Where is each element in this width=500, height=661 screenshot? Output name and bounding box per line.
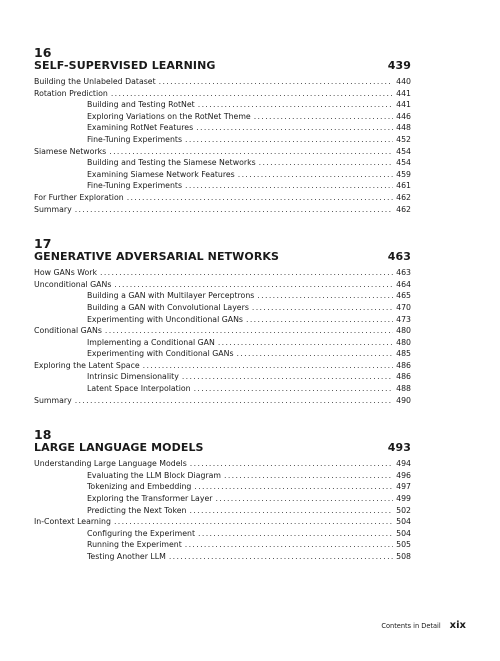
entry-page: 485 (396, 349, 411, 359)
toc-subsection-entry[interactable] (34, 383, 411, 395)
entry-page: 446 (396, 111, 411, 121)
dot-leader (75, 204, 393, 216)
toc-subsection-entry[interactable] (34, 99, 411, 111)
toc-subsection-entry[interactable] (34, 371, 411, 383)
toc-subsection-entry[interactable] (34, 551, 411, 563)
chapter-page: 463 (387, 250, 411, 264)
toc-subsection-entry[interactable] (34, 505, 411, 517)
entry-page: 463 (396, 268, 411, 278)
entry-page: 465 (396, 291, 411, 301)
dot-leader (238, 169, 393, 181)
chapter-page: 493 (387, 441, 411, 455)
entry-title: Evaluating the LLM Block Diagram (87, 470, 222, 480)
toc-subsection-entry[interactable] (34, 180, 411, 192)
chapter-number: 18 (34, 427, 52, 443)
entry-page: 490 (396, 395, 411, 405)
chapter-section (34, 237, 411, 406)
chapter-title: SELF-SUPERVISED LEARNING (34, 59, 216, 72)
entry-page: 462 (396, 192, 411, 202)
dot-leader (190, 505, 394, 517)
entry-title: Examining Siamese Network Features (87, 169, 235, 179)
toc-section-entry[interactable] (34, 146, 411, 158)
dot-leader (224, 470, 393, 482)
dot-leader (190, 458, 393, 470)
toc-section-entry[interactable] (34, 267, 411, 279)
entry-page: 473 (396, 314, 411, 324)
entry-title: In-Context Learning (34, 517, 111, 527)
toc-subsection-entry[interactable] (34, 111, 411, 123)
entry-page: 480 (396, 326, 411, 336)
running-footer-label: Contents in Detail (381, 622, 441, 630)
entry-title: Summary (34, 395, 72, 405)
toc-subsection-entry[interactable] (34, 302, 411, 314)
entry-title: Rotation Prediction (34, 88, 108, 98)
dot-leader (105, 325, 393, 337)
toc-section-entry[interactable] (34, 192, 411, 204)
entry-page: 499 (396, 494, 411, 504)
entry-title: Intrinsic Dimensionality (87, 372, 179, 382)
dot-leader (215, 493, 393, 505)
entry-title: Testing Another LLM (87, 552, 166, 561)
toc-subsection-entry[interactable] (34, 314, 411, 326)
toc-section-entry[interactable] (34, 88, 411, 100)
table-of-contents (34, 46, 411, 585)
entry-page: 496 (396, 470, 411, 480)
dot-leader (259, 157, 393, 169)
entry-title: Building and Testing RotNet (87, 100, 195, 110)
toc-section-entry[interactable] (34, 279, 411, 291)
chapter-title: LARGE LANGUAGE MODELS (34, 441, 204, 455)
entry-title: Fine-Tuning Experiments (87, 181, 183, 191)
dot-leader (196, 122, 393, 134)
page-footer (381, 620, 466, 631)
dot-leader (198, 528, 393, 540)
toc-subsection-entry[interactable] (34, 493, 411, 505)
entry-page: 470 (396, 302, 411, 312)
entry-page: 440 (396, 77, 411, 86)
entry-page: 441 (396, 100, 411, 110)
dot-leader (185, 134, 393, 146)
dot-leader (114, 516, 393, 528)
entry-title: Building a GAN with Convolutional Layers (87, 302, 249, 312)
dot-leader (185, 180, 393, 192)
dot-leader (109, 146, 393, 158)
entry-page: 497 (396, 482, 411, 492)
dot-leader (111, 88, 393, 100)
page-number: xix (449, 620, 466, 631)
toc-subsection-entry[interactable] (34, 337, 411, 349)
entry-page: 508 (396, 552, 411, 561)
toc-section-entry[interactable] (34, 76, 411, 88)
toc-subsection-entry[interactable] (34, 528, 411, 540)
toc-section-entry[interactable] (34, 458, 411, 470)
chapter-heading[interactable] (34, 59, 411, 73)
dot-leader (143, 360, 393, 372)
entry-page: 504 (396, 517, 411, 527)
entry-page: 494 (396, 459, 411, 469)
entry-title: Fine-Tuning Experiments (87, 134, 183, 144)
dot-leader (194, 383, 394, 395)
toc-section-entry[interactable] (34, 204, 411, 216)
entry-page: 502 (396, 505, 411, 515)
entry-title: Exploring the Latent Space (34, 360, 140, 370)
dot-leader (218, 337, 393, 349)
dot-leader (182, 371, 393, 383)
entry-title: Experimenting with Unconditional GANs (87, 314, 243, 324)
dot-leader (169, 551, 393, 563)
entry-page: 486 (396, 372, 411, 382)
entry-title: Understanding Large Language Models (34, 459, 187, 469)
entry-page: 464 (396, 279, 411, 289)
toc-subsection-entry[interactable] (34, 481, 411, 493)
toc-subsection-entry[interactable] (34, 134, 411, 146)
entry-page: 441 (396, 88, 411, 98)
entry-page: 461 (396, 181, 411, 191)
toc-subsection-entry[interactable] (34, 539, 411, 551)
entry-title: Summary (34, 204, 72, 214)
toc-section-entry[interactable] (34, 395, 411, 407)
entry-page: 505 (396, 540, 411, 550)
entry-title: Latent Space Interpolation (87, 384, 191, 394)
entry-title: Siamese Networks (34, 146, 107, 156)
entry-title: Exploring Variations on the RotNet Theme (87, 111, 251, 121)
toc-subsection-entry[interactable] (34, 157, 411, 169)
entry-title: Exploring the Transformer Layer (87, 494, 213, 504)
toc-subsection-entry[interactable] (34, 169, 411, 181)
entry-title: Implementing a Conditional GAN (87, 337, 215, 347)
entry-page: 459 (396, 169, 411, 179)
dot-leader (159, 76, 393, 88)
dot-leader (194, 481, 393, 493)
entry-title: Building the Unlabeled Dataset (34, 77, 156, 86)
dot-leader (257, 290, 393, 302)
entry-title: Tokenizing and Embedding (87, 482, 192, 492)
entry-page: 480 (396, 337, 411, 347)
entry-title: Examining RotNet Features (87, 123, 194, 133)
chapter-title: GENERATIVE ADVERSARIAL NETWORKS (34, 250, 280, 264)
dot-leader (237, 348, 394, 360)
toc-section-entry[interactable] (34, 360, 411, 372)
entry-title: Experimenting with Conditional GANs (87, 349, 234, 359)
entry-title: Building and Testing the Siamese Networks (87, 158, 256, 168)
entry-title: Conditional GANs (34, 326, 102, 336)
toc-subsection-entry[interactable] (34, 470, 411, 482)
dot-leader (100, 267, 393, 279)
chapter-section (34, 428, 411, 562)
dot-leader (254, 111, 393, 123)
toc-subsection-entry[interactable] (34, 290, 411, 302)
entry-page: 452 (396, 134, 411, 144)
dot-leader (252, 302, 393, 314)
chapter-section (34, 46, 411, 215)
entry-page: 454 (396, 158, 411, 168)
entry-title: Running the Experiment (87, 540, 182, 550)
dot-leader (75, 395, 393, 407)
dot-leader (185, 539, 393, 551)
entry-title: Unconditional GANs (34, 279, 112, 289)
entry-page: 486 (396, 360, 411, 370)
toc-section-entry[interactable] (34, 516, 411, 528)
chapter-number: 17 (34, 236, 52, 252)
entry-title: How GANs Work (34, 268, 97, 278)
entry-page: 488 (396, 384, 411, 394)
entry-page: 454 (396, 146, 411, 156)
entry-title: Configuring the Experiment (87, 528, 196, 538)
chapter-page: 439 (387, 59, 411, 72)
dot-leader (198, 99, 393, 111)
chapter-heading[interactable] (34, 250, 411, 264)
dot-leader (127, 192, 393, 204)
entry-page: 504 (396, 528, 411, 538)
entry-title: Building a GAN with Multilayer Perceptrons (87, 291, 255, 301)
entry-page: 462 (396, 204, 411, 214)
toc-subsection-entry[interactable] (34, 122, 411, 134)
dot-leader (114, 279, 393, 291)
chapter-number: 16 (34, 45, 52, 60)
entry-title: For Further Exploration (34, 192, 124, 202)
dot-leader (246, 314, 393, 326)
chapter-heading[interactable] (34, 441, 411, 455)
toc-subsection-entry[interactable] (34, 348, 411, 360)
entry-page: 448 (396, 123, 411, 133)
entry-title: Predicting the Next Token (87, 505, 187, 515)
toc-section-entry[interactable] (34, 325, 411, 337)
